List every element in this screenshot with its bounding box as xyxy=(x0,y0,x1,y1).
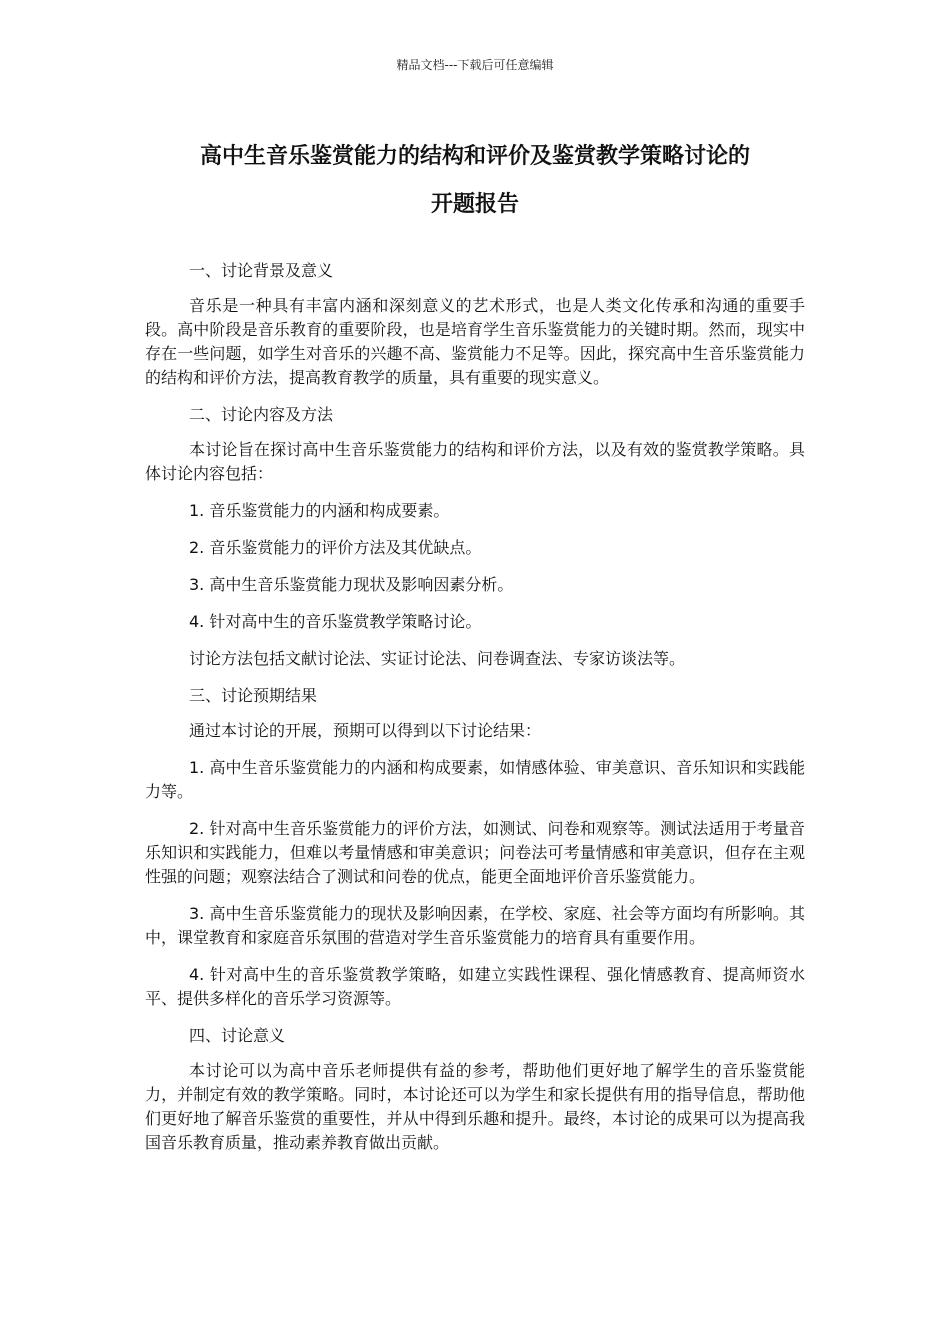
list-item: 2. 针对高中生音乐鉴赏能力的评价方法，如测试、问卷和观察等。测试法适用于考量音乐知识和实践能力，但难以考量情感和审美意识；问卷法可考量情感和审美意识，但存在主观性强的问题；观察法结合了测试和问卷的优点，能更全面地评价音乐鉴赏能力。 xyxy=(145,819,805,886)
section-heading-expected-results: 三、讨论预期结果 xyxy=(189,686,318,705)
paragraph-methods: 讨论方法包括文献讨论法、实证讨论法、问卷调查法、专家访谈法等。 xyxy=(189,649,686,668)
list-item: 3. 高中生音乐鉴赏能力现状及影响因素分析。 xyxy=(189,575,514,594)
list-item: 2. 音乐鉴赏能力的评价方法及其优缺点。 xyxy=(189,538,482,557)
title-line-2: 开题报告 xyxy=(430,192,519,217)
list-item: 1. 音乐鉴赏能力的内涵和构成要素。 xyxy=(189,501,450,520)
paragraph-content-intro: 本讨论旨在探讨高中生音乐鉴赏能力的结构和评价方法，以及有效的鉴赏教学策略。具体讨论内容包括： xyxy=(145,440,805,483)
list-item: 1. 高中生音乐鉴赏能力的内涵和构成要素，如情感体验、审美意识、音乐知识和实践能力等。 xyxy=(145,758,805,801)
paragraph-significance: 本讨论可以为高中音乐老师提供有益的参考，帮助他们更好地了解学生的音乐鉴赏能力，并制定有效的教学策略。同时，本讨论还可以为学生和家长提供有用的指导信息，帮助他们更好地了解音乐鉴赏的重要性，并从中得到乐趣和提升。最终，本讨论的成果可以为提高我国音乐教育质量，推动素养教育做出贡献。 xyxy=(145,1061,805,1152)
section-heading-content-method: 二、讨论内容及方法 xyxy=(189,405,334,424)
document-body xyxy=(145,259,805,1168)
paragraph-results-intro: 通过本讨论的开展，预期可以得到以下讨论结果： xyxy=(189,721,542,740)
document-title xyxy=(145,133,805,229)
list-item: 3. 高中生音乐鉴赏能力的现状及影响因素，在学校、家庭、社会等方面均有所影响。其中，课堂教育和家庭音乐氛围的营造对学生音乐鉴赏能力的培育具有重要作用。 xyxy=(145,904,805,947)
list-item: 4. 针对高中生的音乐鉴赏教学策略讨论。 xyxy=(189,612,482,631)
paragraph-background: 音乐是一种具有丰富内涵和深刻意义的艺术形式，也是人类文化传承和沟通的重要手段。高中阶段是音乐教育的重要阶段，也是培育学生音乐鉴赏能力的关键时期。然而，现实中存在一些问题，如学生对音乐的兴趣不高、鉴赏能力不足等。因此，探究高中生音乐鉴赏能力的结构和评价方法，提高教育教学的质量，具有重要的现实意义。 xyxy=(145,296,805,387)
title-line-1: 高中生音乐鉴赏能力的结构和评价及鉴赏教学策略讨论的 xyxy=(199,144,750,169)
header-note: 精品文档---下载后可任意编辑 xyxy=(396,58,554,72)
section-heading-background: 一、讨论背景及意义 xyxy=(189,261,334,280)
list-item: 4. 针对高中生的音乐鉴赏教学策略，如建立实践性课程、强化情感教育、提高师资水平、提供多样化的音乐学习资源等。 xyxy=(145,965,805,1008)
section-heading-significance: 四、讨论意义 xyxy=(189,1026,286,1045)
